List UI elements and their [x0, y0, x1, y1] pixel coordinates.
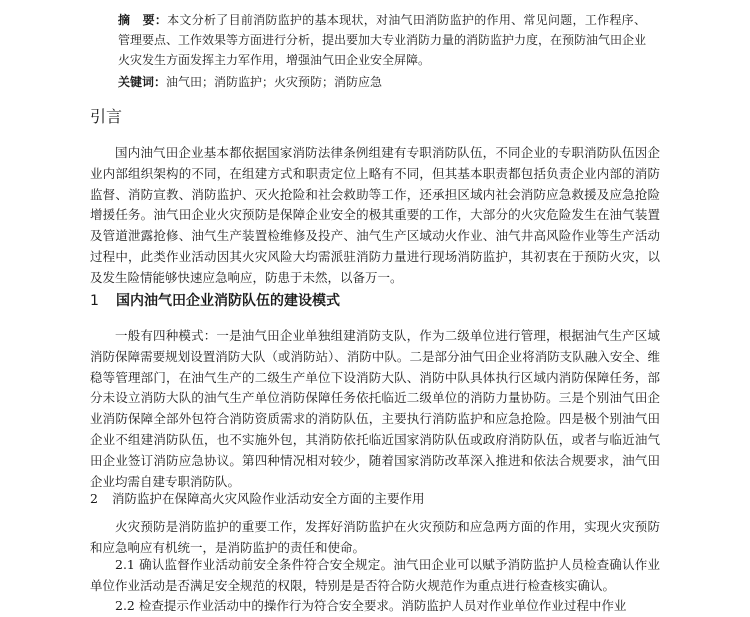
section2-number: 2: [90, 491, 98, 506]
section1-heading: [90, 291, 340, 311]
abstract-label: 摘 要：: [118, 13, 168, 27]
section2-item-2-1: 2.1 确认监督作业活动前安全条件符合安全规定。油气田企业可以赋予消防监护人员检查确认作业单位作业活动是否满足安全规范的权限，特别是是否符合防火规范作为重点进行检查核实确认。: [90, 557, 660, 593]
section2-item-2-2: 2.2 检查提示作业活动中的操作行为符合安全要求。消防监护人员对作业单位作业过程中作业: [115, 598, 627, 613]
abstract-text: 本文分析了目前消防监护的基本现状，对油气田消防监护的作用、常见问题，工作程序、管理要点、工作效果等方面进行分析，提出要加大专业消防力量的消防监护力度，在预防油气田企业火灾发生方面发挥主力军作用，增强油气田企业安全屏障。: [118, 13, 647, 67]
abstract: [118, 10, 646, 70]
section1-title: 国内油气田企业消防队伍的建设模式: [116, 293, 340, 309]
keywords-label: 关键词：: [118, 75, 167, 89]
section2-heading: [90, 489, 425, 509]
section2-paragraph: 火灾预防是消防监护的重要工作，发挥好消防监护在火灾预防和应急两方面的作用，实现火灾预防和应急响应有机统一，是消防监护的责任和使命。: [90, 519, 660, 555]
intro-heading: 引言: [90, 107, 123, 126]
keywords: [118, 72, 646, 92]
keywords-text: 油气田；消防监护；火灾预防；消防应急: [166, 75, 383, 89]
section1-paragraph: 一般有四种模式：一是油气田企业单独组建消防支队，作为二级单位进行管理，根据油气生产区域消防保障需要规划设置消防大队（或消防站）、消防中队。二是部分油气田企业将消防支队融入安全、维稳等管理部门，在油气生产的二级生产单位下设消防大队、消防中队具体执行区域内消防保障任务，部分未设立消防大队的油气生产单位消防保障任务依托临近二级单位的消防力量协防。三是个别油气田企业消防保障全部外包符合消防资质需求的消防队伍，主要执行消防监护和应急抢险。四是极个别油气田企业不组建消防队伍，也不实施外包，其消防依托临近国家消防队伍或政府消防队伍，或者与临近油气田企业签订消防应急协议。第四种情况相对较少，随着国家消防改革深入推进和依法合规要求，油气田企业均需自建专职消防队。: [90, 328, 660, 489]
section2-title: 消防监护在保障高火灾风险作业活动安全方面的主要作用: [112, 491, 425, 506]
intro-paragraph: 国内油气田企业基本都依据国家消防法律条例组建有专职消防队伍，不同企业的专职消防队伍因企业内部组织架构的不同，在组建方式和职责定位上略有不同，但其基本职责都包括负责企业内部的消防监督、消防宣教、消防监护、灭火抢险和社会救助等工作，还承担区域内社会消防应急救援及应急抢险增援任务。油气田企业火灾预防是保障企业安全的极其重要的工作，大部分的火灾危险发生在油气装置及管道泄露抢修、油气生产装置检维修及投产、油气生产区域动火作业、油气井高风险作业等生产活动过程中，此类作业活动因其火灾风险大均需派驻消防力量进行现场消防监护，其初衷在于预防火灾，以及发生险情能够快速应急响应，防患于未然，以备万一。: [90, 145, 660, 285]
section1-number: 1: [90, 293, 99, 309]
